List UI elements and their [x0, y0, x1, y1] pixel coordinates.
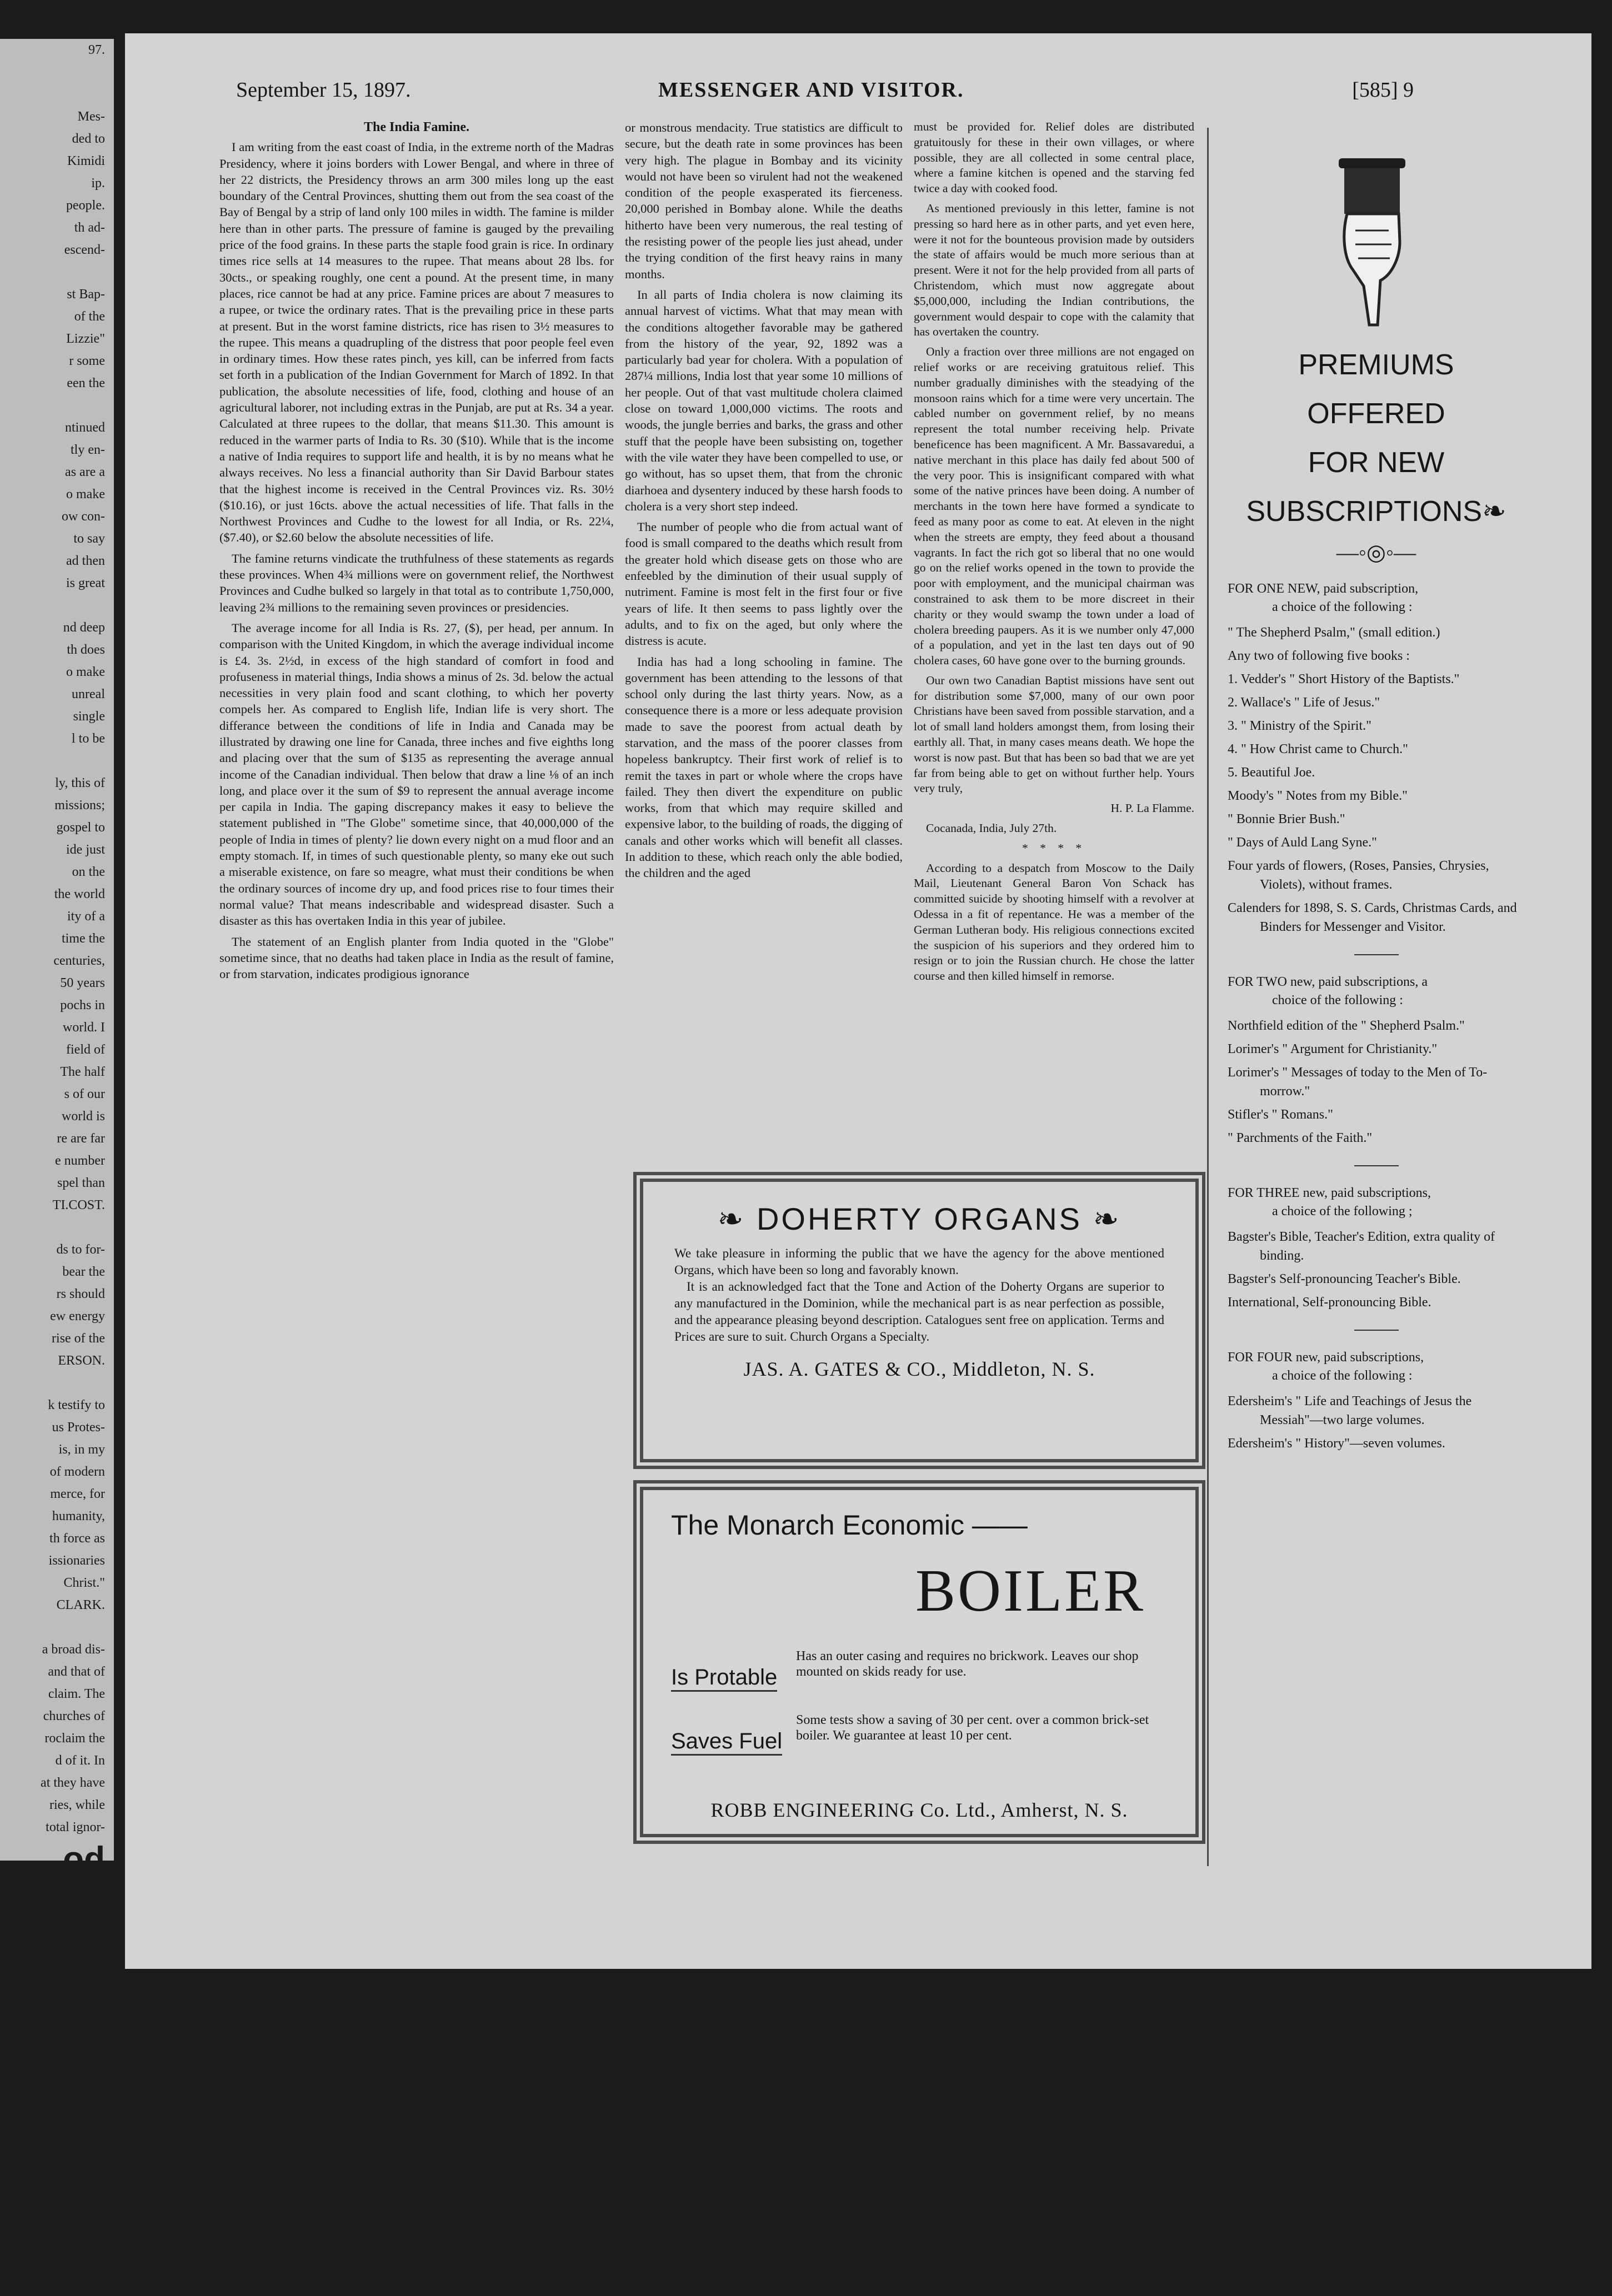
prev-page-line: k testify to	[48, 1398, 105, 1412]
premium-item: Lorimer's " Argument for Christianity."	[1228, 1042, 1438, 1056]
prev-page-line: as are a	[65, 465, 105, 479]
prev-page-line: missions;	[54, 798, 105, 813]
prev-page-line: this way it	[49, 2038, 105, 2052]
article-paragraph: The famine returns vindicate the truthfulness of these statements as regards these provinces. When 4¾ millions were on government relief, the Northwest Provinces and Cudhe bulked so largely in that total as to contribute 1,750,000, leaving 2¾ millions to the remaining seven provinces or presidencies.	[219, 551, 614, 614]
paper-title: MESSENGER AND VISITOR.	[658, 78, 964, 102]
prev-page-line: Christ."	[63, 1576, 105, 1590]
prev-page-line: pochs in	[60, 998, 105, 1012]
newspaper-page	[125, 33, 1591, 1969]
article-paragraph: The average income for all India is Rs. 27, ($), per head, per annum. In comparison with the United Kingdom, in which the average individual income is £4. 3s. 2½d, in excess of the high standard of comfort in food and profuseness in material things, India shows a minus of 2s. 3d. below the actual necessities in very plain food and scant clothing, to which her poverty compels her. As compared to English life, Indian life is very short. The differance between the conditions of life in India and Canada may be illustrated by drawing one line for Canada, three inches and five eighths long and placing over that the sum of $135 as representing the average annual income of the Canadian individual. Then below that draw a line ⅛ of an inch long, and place over it the sum of $9 to represent the annual average income per capila in India. The gaping discrepancy makes it easy to believe the statement published in "The Globe" sometime since, that 40,000,000 of the people of India in times of plenty? lie down every night on a mud floor and an empty stomach. If, in times of such questionable plenty, so many eke out such a miserable existence, on fare so meagre, what must their conditions be when the ordinary sources of income dry up, and food prices rise to four times their normal value? That means indescribable and widespread disaster. Such a disaster as this has overtaken India in this year of jubilee.	[219, 620, 614, 928]
prev-page-line	[0, 1216, 114, 1239]
article-paragraph: Only a fraction over three millions are not engaged on relief works or are receiving gratuitous relief. This number gradually diminishes with the steadying of the monsoon rains which for a time were very uncertain. The cabled number on government relief, by no means represent the total number receiving help. Private beneficence has been magnificent. A Mr. Bassavaredui, a native merchant in this place has daily fed about 500 of the very poor. This is insignificant compared with what some of the native princes have been doing. A number of merchants in the town here have formed a syndicate to feed as many poor as come to eat. At eleven in the night when the streets are empty, they feed about a thousand vagrants. In fact the rich got so liberal that no one would go on the relief works opened in the town to provide the poor with employment, and the municipal chairman was constrained to ask them to be more discreet in their charity or they would swamp the town under a load of cholera breeding paupers. As it is we number only 47,000 of a population, and yet in the last ten days out of 90 cholera cases, 60 have gone over to the burning grounds.	[914, 345, 1194, 668]
prev-page-line: of Hood's	[53, 1949, 105, 1963]
prev-page-line: ad then	[66, 554, 105, 568]
prev-page-line: total ignor-	[46, 1820, 105, 1834]
prev-page-line: ERSON.	[58, 1353, 105, 1368]
prev-page-line	[0, 1372, 114, 1394]
previous-page-text	[0, 39, 114, 2296]
premium-item: " Bonnie Brier Bush."	[1228, 812, 1345, 826]
heading-line: OFFERED	[1307, 398, 1445, 430]
doherty-organs-ad	[633, 1172, 1205, 1469]
prev-page-line: rise of the	[52, 1331, 105, 1346]
premium-item: Calenders for 1898, S. S. Cards, Christmas Cards, and Binders for Messenger and Visitor.	[1228, 901, 1517, 934]
prev-page-line: o make	[66, 665, 105, 679]
column-rule	[1207, 128, 1209, 1866]
ad-body-paragraph: It is an acknowledged fact that the Tone and Action of the Doherty Organs are superior to any manufactured in the Dominion, while the mechanical part is as near perfection as possible, and the appearance pleasing beyond description. Catalogues sent free on application. Terms and Prices are sure to suit. Church Organs a Specialty.	[674, 1280, 1164, 1343]
premium-item: Edersheim's " History"—seven volumes.	[1228, 1436, 1445, 1451]
prev-page-line: ly, this of	[55, 776, 105, 790]
issue-date: September 15, 1897.	[236, 78, 411, 102]
prev-page-line: ion, bilious-	[40, 2255, 105, 2270]
prev-page-line	[0, 2229, 114, 2252]
offer-label-line: choice of the following :	[1272, 993, 1403, 1007]
prev-page-line: time the	[62, 931, 105, 946]
offer-one-items	[1228, 623, 1525, 936]
premium-item: 4. " How Christ came to Church."	[1228, 742, 1408, 756]
article-paragraph: As mentioned previously in this letter, famine is not pressing so hard here as in other parts, and yet even here, were it not for the bounteous provision made by outsiders the state of affairs would be much more serious than at present. Were it not for the help provided from all parts of Christendom, which must now aggregate about $5,000,000, including the Indian contributions, the government would despair to cope with the calamity that has overtaken the country.	[914, 201, 1194, 339]
prev-page-line: ip.	[91, 176, 105, 191]
running-head	[125, 78, 1591, 111]
prev-page-line: the world	[54, 887, 105, 901]
prev-page-line: ntinued	[65, 420, 105, 435]
prev-page-line: ries, while	[49, 1798, 105, 1812]
premium-item: Bagster's Bible, Teacher's Edition, extra quality of binding.	[1228, 1230, 1495, 1263]
premium-item: Northfield edition of the " Shepherd Psalm."	[1228, 1019, 1465, 1033]
prev-page-line: ow con-	[62, 509, 105, 524]
ad-title: ❧ DOHERTY ORGANS ❧	[717, 1201, 1122, 1236]
prev-page-line: and that of	[48, 1665, 105, 1679]
prev-page-line: roclaim the	[44, 1731, 105, 1746]
offer-label-line: FOR TWO new, paid subscriptions, a	[1228, 975, 1428, 989]
premium-item: Moody's " Notes from my Bible."	[1228, 789, 1408, 803]
prev-page-line: centuries,	[53, 954, 105, 968]
prev-page-line	[0, 61, 114, 83]
prev-page-line: churches of	[43, 1709, 105, 1723]
premiums-heading	[1228, 340, 1525, 536]
prev-page-line: world is	[62, 1109, 105, 1124]
premiums-sidebar	[1228, 131, 1525, 1858]
offer-three-label	[1228, 1184, 1525, 1221]
previous-page-fragment	[0, 39, 114, 2292]
prev-page-line: od	[63, 1840, 105, 1878]
offer-two-items	[1228, 1016, 1525, 1147]
ad-advertiser: ROBB ENGINEERING Co. Ltd., Amherst, N. S.	[710, 1799, 1128, 1821]
prev-page-line	[0, 261, 114, 283]
prev-page-line: anifestations	[37, 1927, 105, 1941]
ad-feature-label: Is Protable	[671, 1665, 777, 1692]
prev-page-line: e number	[55, 1154, 105, 1168]
moscow-news-item: According to a despatch from Moscow to the Daily Mail, Lieutenant General Baron Von Schack has committed suicide by shooting himself with a revolver at Odessa in a fit of repentance. He was a member of the German Lutheran body. His religious connections excited the suspicion of his superiors and they ordered him to resign or to join the Russian church. He chose the latter course and then killed himself in remorse.	[914, 861, 1194, 983]
prev-page-line: single	[73, 709, 105, 724]
prev-page-line: Lizzie"	[66, 332, 105, 346]
prev-page-line: rs should	[56, 1287, 105, 1301]
prev-page-line: TI.COST.	[52, 1198, 105, 1212]
article-paragraph: In all parts of India cholera is now claiming its annual harvest of victims. What that may mean with the conditions altogether favorable may be gathered from the history of the year, 92, 1892 was a particularly bad year for cholera. With a population of 287¼ millions, India lost that year some 10 millions of her people. Out of that vast multitude cholera claimed close on toward 1,000,000 victims. The roots and woods, the jungle berries and barks, the grass and other stuff that the people have been subsisting on, together with the vile water they have been compelled to use, or go without, has so upset them, that from the chronic diarhoea and dysentery induced by these harsh foods to cholera is a very short step indeed.	[625, 287, 903, 513]
prev-page-line: merce, for	[50, 1487, 105, 1501]
article-column-3	[914, 119, 1194, 1166]
prev-page-line: unreal	[72, 687, 105, 701]
article-signature: H. P. La Flamme.	[1110, 801, 1194, 815]
prev-page-line: escend-	[64, 243, 105, 257]
prev-page-line: tly en-	[71, 443, 105, 457]
offer-four-label	[1228, 1348, 1525, 1385]
article-column-1	[219, 119, 614, 1719]
heading-line: PREMIUMS	[1298, 349, 1454, 381]
ad-body	[674, 1245, 1164, 1345]
prev-page-line: urifier. Sold	[41, 2189, 105, 2203]
offer-label-line: a choice of the following :	[1272, 1368, 1413, 1383]
ad-feature-desc: Some tests show a saving of 30 per cent. over a common brick-set boiler. We guarantee at least 10 per cent.	[796, 1713, 1149, 1743]
prev-page-line: parilla	[3, 2144, 105, 2183]
prev-page-line: us Protes-	[52, 1420, 105, 1435]
prev-page-line: issionaries	[48, 1553, 105, 1568]
prev-page-line: nd deep	[63, 620, 105, 635]
prev-page-line: rsa-	[42, 2102, 105, 2140]
premium-item: Any two of following five books :	[1228, 649, 1410, 663]
flourish-ornament-icon: —◦◎◦—	[1336, 540, 1416, 565]
prev-page-line: spel than	[57, 1176, 105, 1190]
article-heading: The India Famine.	[363, 120, 470, 134]
prev-page-line: world. I	[63, 1020, 105, 1035]
premium-item: Edersheim's " Life and Teachings of Jesus the Messiah"—two large volumes.	[1228, 1394, 1472, 1427]
heading-line: SUBSCRIPTIONS❧	[1246, 495, 1506, 528]
premium-item: Lorimer's " Messages of today to the Men of To-morrow."	[1228, 1065, 1488, 1099]
article-paragraph: or monstrous mendacity. True statistics are difficult to secure, but the death rate in some provinces has been very high. The plague in Bombay and its vicinity would not have been so virulent had not the weakened condition of the people exasperated its fierceness. 20,000 perished in Bombay alone. While the deaths hitherto have been very numerous, the real testing of the resisting power of the people lies just ahead, under the trying condition of the first heavy rains in many months.	[625, 121, 903, 281]
prev-page-line: bear the	[62, 1265, 105, 1279]
prev-page-line	[0, 83, 114, 106]
prev-page-line: humanity,	[52, 1509, 105, 1523]
premium-item: 5. Beautiful Joe.	[1228, 765, 1315, 780]
ad-body-paragraph: We take pleasure in informing the public that we have the agency for the above mentioned Organs, which have been so long and favorably known.	[674, 1246, 1164, 1277]
prev-page-line: to say	[73, 532, 105, 546]
prev-page-line: CLARK.	[56, 1598, 105, 1612]
article-paragraph: India has had a long schooling in famine. The government has been attending to the lessons of that school only during the last thirty years. Now, as a consequence there is a more or less adequate provision made to save the poorest from actual death by starvation, and the mass of the poorer classes from hopeless bankruptcy. Their first work of relief is to remit the taxes in part or whole where the crops have failed. They then divert the expenditure on public works, from that which may require skilled and expensive labor, to the building of roads, the digging of canals and other works which will benefit all classes. In addition to these, which reach only the able bodied, the children and the aged	[625, 654, 903, 880]
premium-item: " The Shepherd Psalm," (small edition.)	[1228, 625, 1440, 640]
prev-page-line: Mes-	[77, 109, 105, 124]
premium-item: Bagster's Self-pronouncing Teacher's Bible.	[1228, 1272, 1461, 1286]
prev-page-line: at they have	[41, 1776, 105, 1790]
premium-item: International, Self-pronouncing Bible.	[1228, 1295, 1431, 1310]
prev-page-line: lood is the	[49, 1971, 105, 1986]
article-paragraph: The statement of an English planter from India quoted in the "Globe" sometime since, that no deaths had taken place in India as the result of famine, or from starvation, indicates prodigious ignorance	[219, 934, 614, 981]
offer-four-items	[1228, 1392, 1525, 1453]
premium-item: " Days of Auld Lang Syne."	[1228, 835, 1377, 850]
offer-label-line: FOR FOUR new, paid subscriptions,	[1228, 1350, 1424, 1365]
pointing-hand-icon	[1322, 147, 1422, 330]
article-paragraph: I am writing from the east coast of India, in the extreme north of the Madras Presidency, where it joins borders with Lower Bengal, and where in three of her 22 districts, the Presidency throws an arm 300 miles long up the east boundary of the Central Provinces, shutting them out from the sea coast of the Bay of Bengal by a strip of land only 100 miles in width. The famine is milder here than in other parts. The pressure of famine is gauged by the prevailing price of the food grains. In these parts the staple food grain is rice. In ordinary times rice sells at 14 measures to the rupee. That means about 28 lbs. for 30cts., or speaking roughly, one cent a pound. At the present time, in many places, rice cannot be had at any price. Famine prices are about 7 measures to a rupee, or twice the ordinary rates. That is the prevailing price in these parts at present. But in the worst famine districts, rice has risen to 3½ measures to the rupee. This means a quadrupling of the distress that poor people feel even in ordinary times. How these rates pinch, yes kill, can be inferred from facts set forth in a publication of the Indian Government for March of 1892. In that publication, the absolute necessities of life, food, clothing and house of an agricultural laborer, not including extras in the Punjab, are put at Rs. 34 a year. Calculated at three rupees to the dollar, that means $11.30. This amount is reduced in the warmer parts of India to Rs. 30 ($10). While that is the income a native of India requires to support life and health, it is by no means what he always receives. No less a financial authority than Sir David Barbour states that the highest income is received in the Central Provinces viz. Rs. 30½ ($10.16), or just 16cts. above the actual necessities of life. That falls in the Northwest Provinces and Cudhe to the lowest for all India, or Rs. 22¼, ($7.40), or $2.60 below the absolute necessities of life.	[219, 140, 614, 545]
article-paragraph: Our own two Canadian Baptist missions have sent out for distribution some $7,000, many of our own poor Christians have been saved from possible starvation, and a lot of small land holders amongst them, from losing their earthly all. That, in many cases means death. We hope the worst is now past. But that has been so bad that we are yet far from being able to get on without further help. Yours very truly,	[914, 673, 1194, 795]
prev-page-line: gospel to	[56, 820, 105, 835]
offer-label-line: a choice of the following :	[1272, 600, 1413, 614]
prev-page-line: th force as	[49, 1531, 105, 1546]
prev-page-line: ily organs;	[48, 1993, 105, 2008]
page-number: [585] 9	[1352, 78, 1414, 102]
divider	[1354, 954, 1399, 955]
ad-lead: The Monarch Economic ——	[671, 1510, 1028, 1541]
section-break-stars: * * * *	[1022, 841, 1087, 855]
prev-page-line: th does	[67, 643, 105, 657]
divider	[1354, 1330, 1399, 1331]
ad-headline: BOILER	[915, 1558, 1145, 1624]
premium-item: 3. " Ministry of the Spirit."	[1228, 719, 1371, 733]
divider	[1354, 1165, 1399, 1166]
prev-page-line: ity of a	[67, 909, 105, 924]
prev-page-line: of the	[74, 309, 105, 324]
monarch-boiler-ad	[633, 1480, 1205, 1844]
offer-one-label	[1228, 580, 1525, 616]
prev-page-line: s of our	[64, 1087, 105, 1101]
prev-page-line: o make	[66, 487, 105, 502]
prev-page-line: d of it. In	[55, 1753, 105, 1768]
prev-page-line: nourishing.	[44, 2016, 105, 2030]
prev-page-line: peculiar to	[48, 2082, 105, 2097]
prev-page-line: ide just	[66, 843, 105, 857]
offer-three-items	[1228, 1227, 1525, 1312]
premium-item: 2. Wallace's " Life of Jesus."	[1228, 695, 1380, 710]
prev-page-line: is, in my	[58, 1442, 105, 1457]
offer-label-line: a choice of the following ;	[1272, 1204, 1413, 1219]
prev-page-line: a broad dis-	[42, 1642, 105, 1657]
prev-page-line	[0, 1616, 114, 1638]
prev-page-line: on the	[72, 865, 105, 879]
ad-feature-label: Saves Fuel	[671, 1729, 782, 1756]
prev-page-line: 25 cents.	[57, 2278, 105, 2292]
offer-label-line: FOR ONE NEW, paid subscription,	[1228, 581, 1419, 596]
premium-item: Four yards of flowers, (Roses, Pansies, Chrysies, Violets), without frames.	[1228, 859, 1489, 892]
prev-page-line: The half	[60, 1065, 105, 1079]
offer-two-label	[1228, 973, 1525, 1010]
premium-item: Stifler's " Romans."	[1228, 1107, 1333, 1122]
prev-page-line: field of	[66, 1042, 105, 1057]
prev-page-line: st Bap-	[67, 287, 105, 302]
ad-advertiser: JAS. A. GATES & CO., Middleton, N. S.	[743, 1358, 1095, 1380]
prev-page-line: 50 years	[60, 976, 105, 990]
prev-page-line	[0, 594, 114, 616]
heading-line: FOR NEW	[1308, 447, 1445, 479]
prev-page-line: th ad-	[74, 220, 105, 235]
premium-item: " Parchments of the Faith."	[1228, 1131, 1373, 1145]
prev-page-line: ds to for-	[56, 1242, 105, 1257]
prev-page-line: ew energy	[50, 1309, 105, 1324]
article-column-2	[625, 119, 903, 1166]
prev-page-line: l to be	[72, 731, 105, 746]
prev-page-line: ded to	[72, 132, 105, 146]
prev-page-line: s.	[96, 2211, 105, 2225]
prev-page-line: re are far	[57, 1131, 105, 1146]
prev-page-line: ofula	[22, 1882, 105, 1921]
prev-page-line: is great	[66, 576, 105, 590]
offer-label-line: FOR THREE new, paid subscriptions,	[1228, 1186, 1431, 1200]
article-paragraph: The number of people who die from actual want of food is small compared to the deaths which result from the greater hold which disease gets on those who are enfeebled by the diminution of their usual supply of nutriment. Famine is most felt in the first four or five years of life. It then seems to pass lightly over the adults, and to fix on the aged, but only where the distress is acute.	[625, 520, 903, 648]
prev-page-line: No other	[58, 2060, 105, 2074]
prev-page-line: 97.	[88, 43, 105, 57]
article-paragraph: must be provided for. Relief doles are distributed gratuitously for these in their own villages, or where possible, they are all collected in some central place, where a famine kitchen is opened and the starving fed twice a day with cooked food.	[914, 120, 1194, 195]
article-dateline: Cocanada, India, July 27th.	[926, 821, 1057, 835]
prev-page-line: r some	[69, 354, 105, 368]
prev-page-line	[0, 394, 114, 417]
prev-page-line: claim. The	[48, 1687, 105, 1701]
ad-feature-desc: Has an outer casing and requires no brickwork. Leaves our shop mounted on skids ready for use.	[796, 1649, 1139, 1679]
prev-page-line: people.	[66, 198, 105, 213]
prev-page-line: een the	[67, 376, 105, 390]
prev-page-line: of modern	[49, 1465, 105, 1479]
prev-page-line: Kimidi	[67, 154, 105, 168]
prev-page-line	[0, 750, 114, 772]
premium-item: 1. Vedder's " Short History of the Baptists."	[1228, 672, 1460, 686]
